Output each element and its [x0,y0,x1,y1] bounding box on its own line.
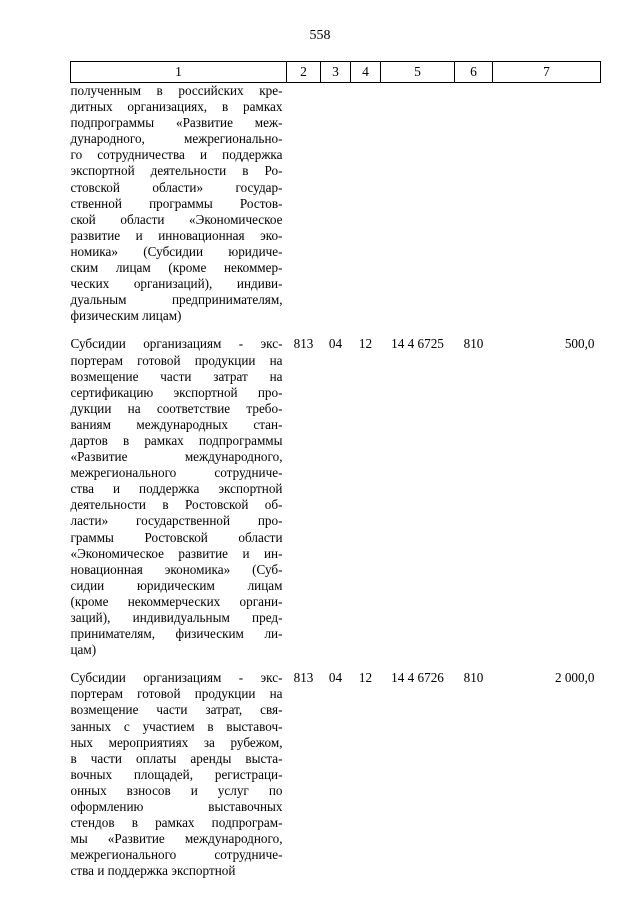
description-line: новационная экономика» (Суб- [70,561,283,577]
target-article-code: 14 4 6726 [391,670,444,686]
subsection-code [351,83,381,337]
table-row [71,670,601,891]
col-header-1: 1 [71,62,287,83]
description-line: межрегионального сотрудниче- [70,847,283,863]
description-line: подпрограммы «Развитие меж- [70,115,283,131]
description-line: экспортной деятельности в Ро- [70,163,283,179]
page-number: 558 [309,28,331,43]
col-header-5: 5 [381,62,455,83]
description-line: го сотрудничества и поддержка [70,147,283,163]
subsection-code: 12 [358,336,373,352]
description-line: ской области «Экономическое [70,211,283,227]
description-line: дартов в рамках подпрограммы [70,432,283,448]
table-row [71,83,601,337]
description-line: Субсидии организациям - экс- [70,336,283,352]
description-line: ных мероприятиях за рубежом, [70,734,283,750]
description-line: ческих организаций), индиви- [70,276,283,292]
description-line: ства и поддержка экспортной [70,481,283,497]
description-line: цам) [70,642,97,658]
description-line: «Экономическое развитие и ин- [70,545,283,561]
description-line: ственной программы Ростов- [70,195,283,211]
description-line: ваниям международных стан- [70,416,283,432]
col-header-7: 7 [493,62,601,83]
admin-code [287,83,321,337]
description-line: Субсидии организациям - экс- [70,670,283,686]
description-line: сидии юридическим лицам [70,577,283,593]
description-line: дитных организациях, в рамках [70,99,283,115]
description-line: вочных площадей, регистраци- [70,766,283,782]
table-row [71,336,601,670]
description-line: номика» (Субсидии юридиче- [70,243,283,259]
section-code: 04 [328,670,343,686]
expense-type-code: 810 [463,670,484,686]
target-article-code: 14 4 6725 [391,336,444,352]
description-line: стовской области» государ- [70,179,283,195]
description-line: оформлению выставочных [70,799,283,815]
description-line: дународного, межрегионально- [70,131,283,147]
description-line: портерам готовой продукции на [70,352,283,368]
description-line: дуальным предпринимателям, [70,292,283,308]
description-line: (кроме некоммерческих органи- [70,593,283,609]
description-line: полученным в российских кре- [70,83,283,98]
description-line: ства и поддержка экспортной [70,863,236,879]
admin-code: 813 [293,670,314,686]
description-line: межрегионального сотрудниче- [70,465,283,481]
description-line: граммы Ростовской области [70,529,283,545]
description-line: онных взносов и услуг по [70,782,283,798]
description-line: ским лицам (кроме некоммер- [70,260,283,276]
admin-code: 813 [293,336,314,352]
description-line: дукции на соответствие требо- [70,400,283,416]
description-line: сертификацию экспортной про- [70,384,283,400]
description-line: принимателям, физическим ли- [70,626,283,642]
description-line: ласти» государственной про- [70,513,283,529]
amount: 500,0 [564,336,595,352]
description-line: мы «Развитие международного, [70,831,283,847]
expense-type-code: 810 [463,336,484,352]
description-line: развитие и инновационная эко- [70,227,283,243]
description-line: деятельности в Ростовской об- [70,497,283,513]
description-line: заций), индивидуальным пред- [70,610,283,625]
description-line: в части оплаты аренды выста- [70,750,283,766]
row-description [71,670,287,891]
description-line: возмещение части затрат на [70,368,283,384]
description-line: стендов в рамках подпрограм- [70,815,283,831]
description-line: занных с участием в выставоч- [70,718,283,734]
description-line: портерам готовой продукции на [70,686,283,702]
col-header-6: 6 [455,62,493,83]
description-line: физическим лицам) [70,308,182,324]
amount [493,83,601,337]
expense-type-code [455,83,493,337]
section-code [321,83,351,337]
description-line: возмещение части затрат, свя- [70,702,283,718]
budget-table [70,61,601,892]
subsection-code: 12 [358,670,373,686]
col-header-4: 4 [351,62,381,83]
section-code: 04 [328,336,343,352]
description-line: «Развитие международного, [70,449,283,465]
amount: 2 000,0 [554,670,595,686]
row-description [71,336,287,670]
row-description [71,83,287,337]
col-header-2: 2 [287,62,321,83]
col-header-3: 3 [321,62,351,83]
column-number-header [71,62,601,83]
target-article-code [381,83,455,337]
